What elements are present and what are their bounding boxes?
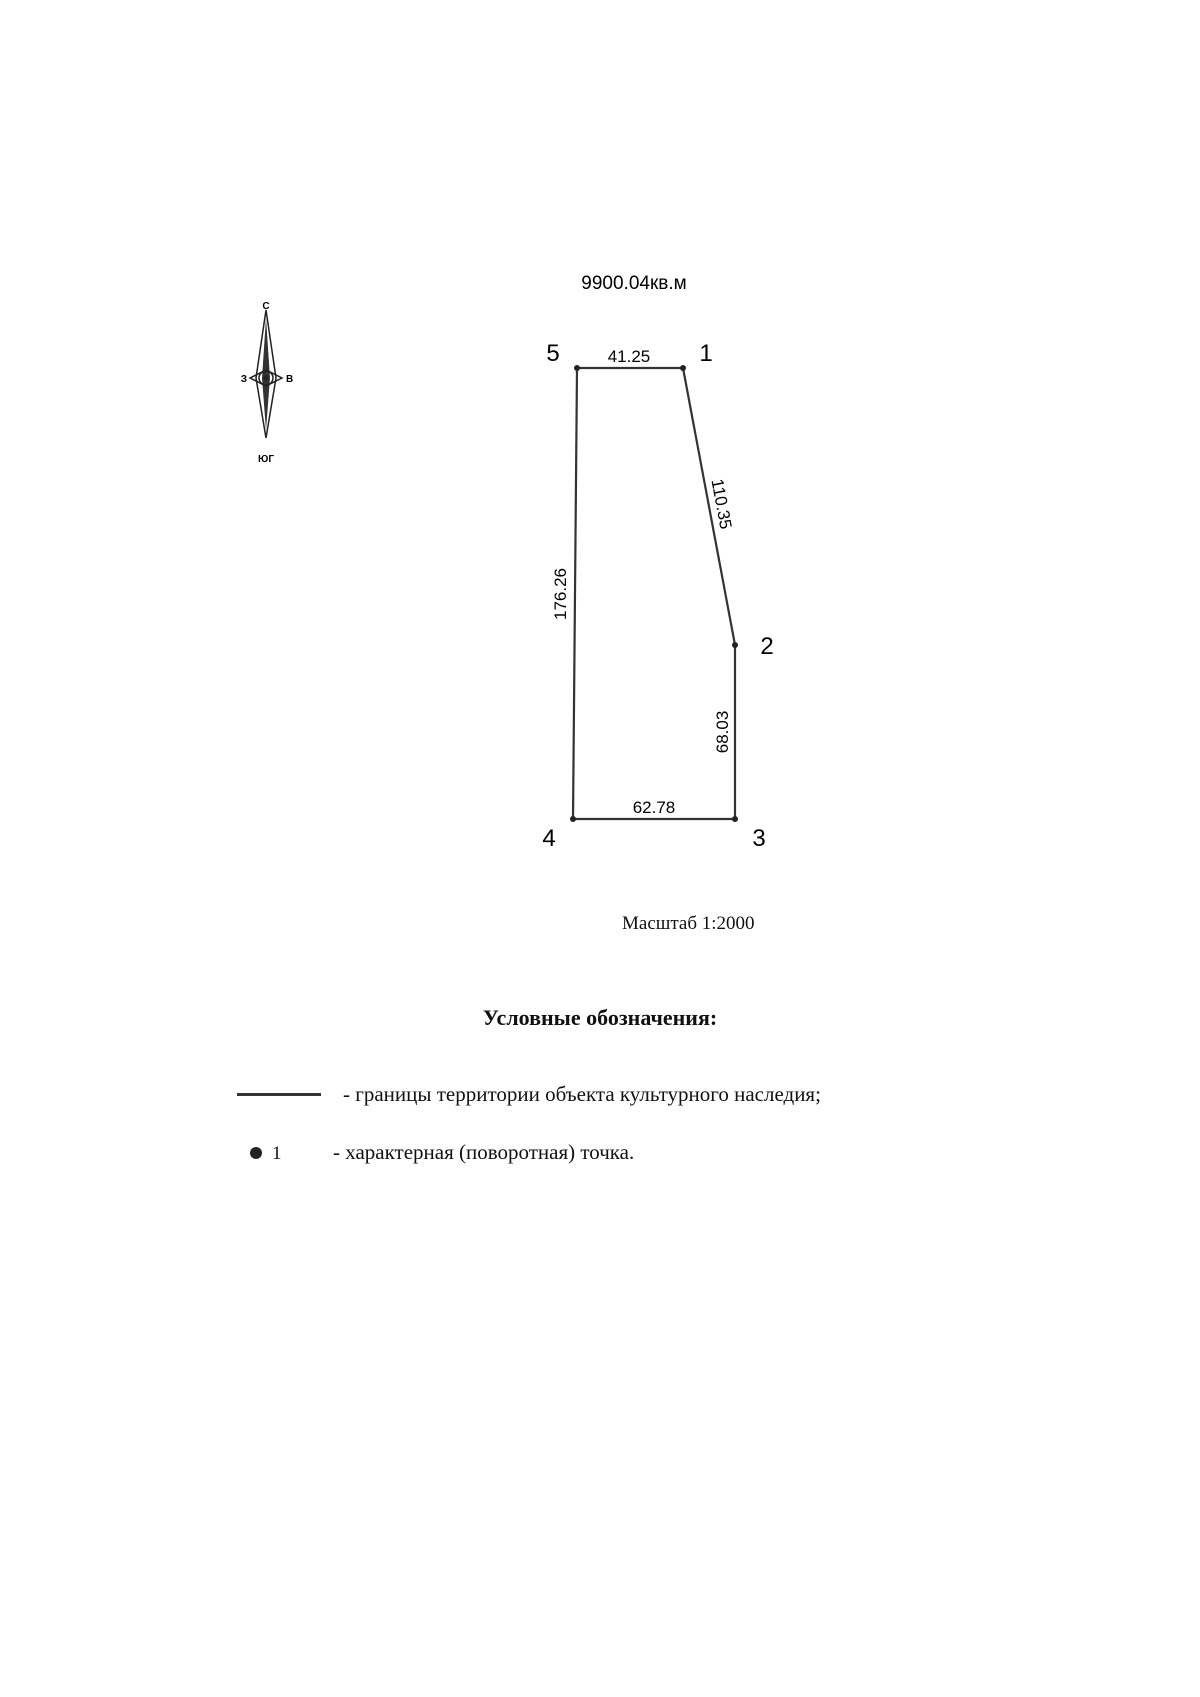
point-1-marker xyxy=(680,365,686,371)
legend-boundary-text: - границы территории объекта культурного наследия; xyxy=(343,1082,821,1106)
segment-1-2-length: 110.35 xyxy=(707,477,736,531)
point-2-marker xyxy=(732,642,738,648)
compass-south-label: ЮГ xyxy=(258,454,274,465)
legend-point-text: - характерная (поворотная) точка. xyxy=(333,1140,635,1164)
compass-west-label: З xyxy=(240,374,247,385)
segment-4-5-length: 176.26 xyxy=(551,568,570,620)
point-5-marker xyxy=(574,365,580,371)
segment-4-5 xyxy=(573,368,577,819)
boundary xyxy=(573,368,735,819)
compass-rose-icon xyxy=(241,301,294,465)
compass-north-label: С xyxy=(262,301,270,312)
legend-title: Условные обозначения: xyxy=(482,1005,718,1030)
point-4-label: 4 xyxy=(542,825,556,852)
point-4-marker xyxy=(570,816,576,822)
segment-2-3-length: 68.03 xyxy=(713,710,732,754)
compass-east-label: В xyxy=(286,374,294,385)
scale-label: Масштаб 1:2000 xyxy=(622,913,755,934)
point-3-label: 3 xyxy=(752,825,766,852)
point-5-label: 5 xyxy=(546,340,560,367)
segment-5-1-length: 41.25 xyxy=(607,347,651,366)
point-3-marker xyxy=(732,816,738,822)
area-label: 9900.04кв.м xyxy=(581,273,687,294)
point-2-label: 2 xyxy=(760,633,774,660)
segment-3-4-length: 62.78 xyxy=(632,798,676,817)
point-1-label: 1 xyxy=(699,340,713,367)
legend-point-sample-label: 1 xyxy=(272,1143,282,1164)
legend-point-icon xyxy=(250,1147,262,1159)
legend-boundary-line-icon xyxy=(237,1093,321,1096)
